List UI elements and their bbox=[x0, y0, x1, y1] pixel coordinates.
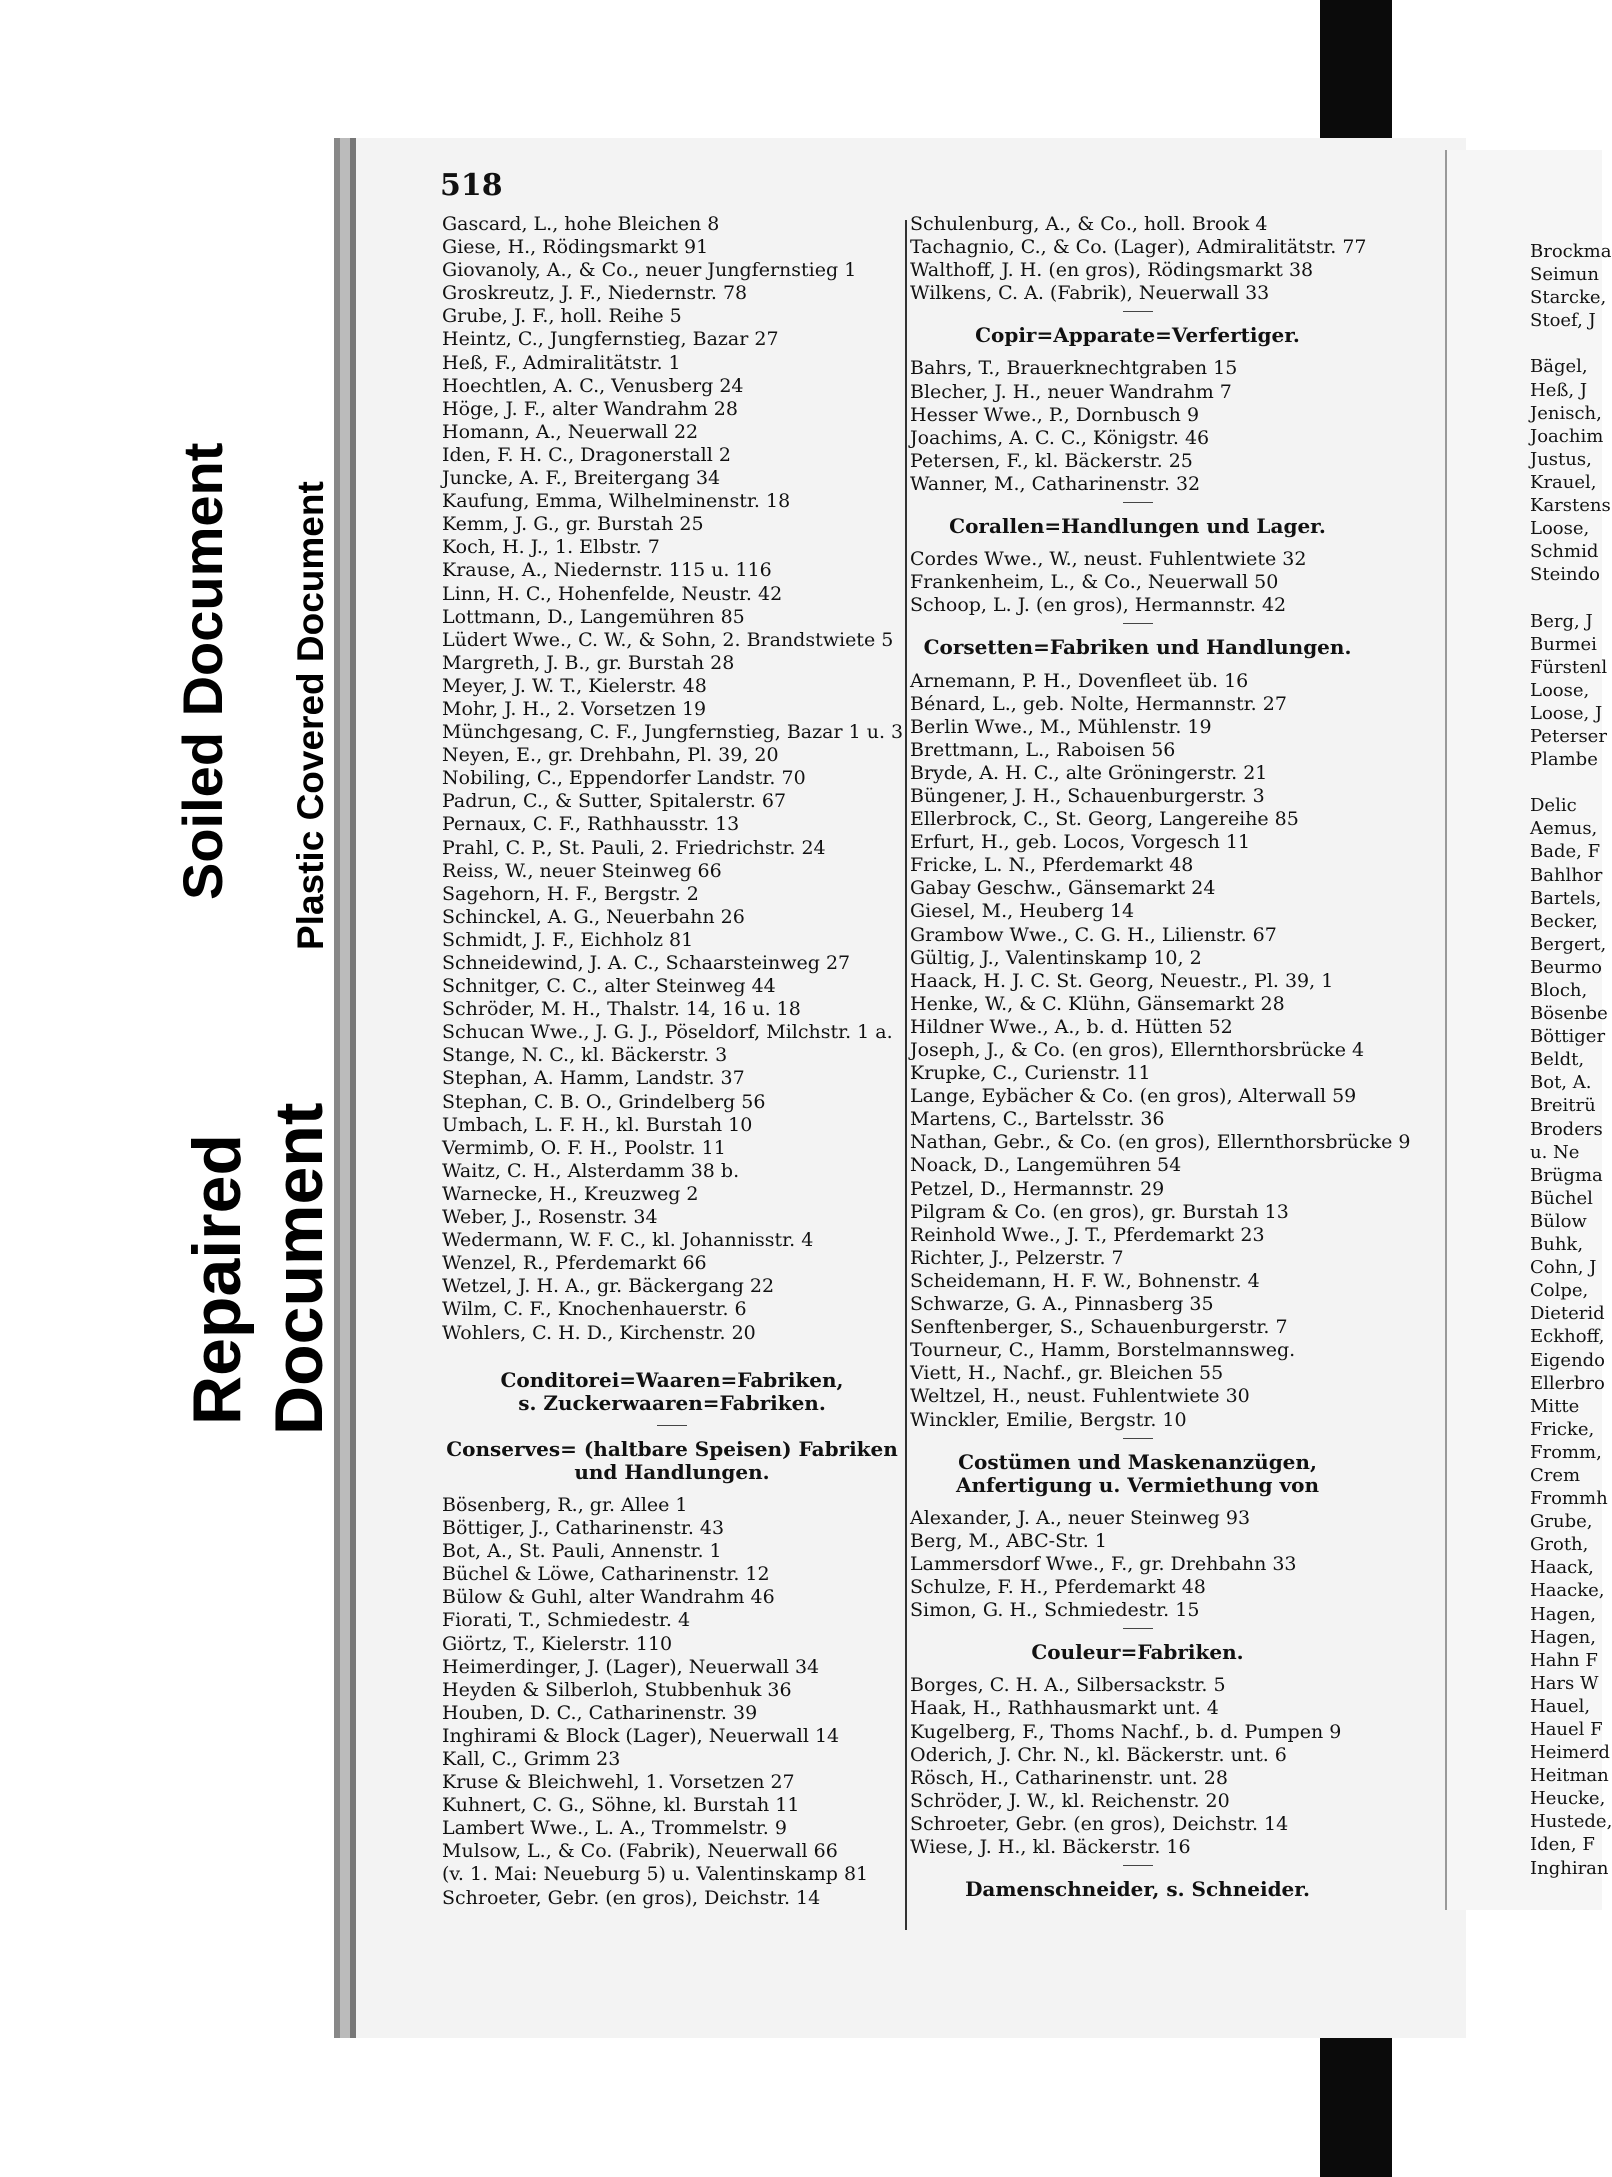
next-page-fragment: Aemus, bbox=[1530, 818, 1598, 840]
next-page-fragment: Loose, bbox=[1530, 679, 1590, 701]
directory-entry: Grambow Wwe., C. G. H., Lilienstr. 67 bbox=[910, 923, 1277, 946]
directory-entry: Heyden & Silberloh, Stubbenhuk 36 bbox=[442, 1678, 792, 1701]
directory-entry: Wedermann, W. F. C., kl. Johannisstr. 4 bbox=[442, 1229, 814, 1252]
next-page-fragment bbox=[1530, 771, 1612, 794]
directory-entry: Schmidt, J. F., Eichholz 81 bbox=[442, 928, 694, 951]
next-page-fragment: Hagen, bbox=[1530, 1626, 1596, 1648]
directory-entry: Schucan Wwe., J. G. J., Pöseldorf, Milchstr. 1 a. bbox=[442, 1021, 893, 1044]
next-page-fragment: Starcke, bbox=[1530, 287, 1607, 309]
heading-costuemen-line1: Costümen und Maskenanzügen, bbox=[958, 1449, 1317, 1474]
directory-entry: Wohlers, C. H. D., Kirchenstr. 20 bbox=[442, 1321, 756, 1344]
directory-entry: Pilgram & Co. (en gros), gr. Burstah 13 bbox=[910, 1200, 1289, 1223]
next-page-fragment: Beldt, bbox=[1530, 1049, 1585, 1071]
directory-entry: Meyer, J. W. T., Kielerstr. 48 bbox=[442, 674, 707, 697]
directory-entry: Vermimb, O. F. H., Poolstr. 11 bbox=[442, 1136, 726, 1159]
directory-entry: Wilkens, C. A. (Fabrik), Neuerwall 33 bbox=[910, 282, 1270, 305]
next-page-fragment: Karstens bbox=[1530, 495, 1611, 517]
binding-bar-top bbox=[1320, 0, 1392, 145]
directory-entry: Umbach, L. F. H., kl. Burstah 10 bbox=[442, 1113, 753, 1136]
directory-entry: Wiese, J. H., kl. Bäckerstr. 16 bbox=[910, 1836, 1191, 1858]
directory-entry: Walthoff, J. H. (en gros), Rödingsmarkt 38 bbox=[910, 259, 1314, 282]
directory-entry: Petzel, D., Hermannstr. 29 bbox=[910, 1177, 1165, 1200]
directory-entry: Neyen, E., gr. Drehbahn, Pl. 39, 20 bbox=[442, 744, 779, 767]
directory-entry: Berg, M., ABC-Str. 1 bbox=[910, 1529, 1107, 1552]
directory-entry: Noack, D., Langemühren 54 bbox=[910, 1154, 1182, 1177]
next-page-fragment: Broders bbox=[1530, 1118, 1603, 1140]
repaired-label-line2: Document bbox=[261, 1102, 337, 1435]
next-page-fragment: Grube, bbox=[1530, 1511, 1593, 1533]
plastic-label bbox=[286, 360, 332, 960]
directory-entry: Richter, J., Pelzerstr. 7 bbox=[910, 1246, 1124, 1269]
directory-entry: Haak, H., Rathhausmarkt unt. 4 bbox=[910, 1697, 1219, 1720]
next-page-fragment: Mitte bbox=[1530, 1395, 1580, 1417]
directory-entry: Weber, J., Rosenstr. 34 bbox=[442, 1206, 658, 1229]
next-page-fragment: Berg, J bbox=[1530, 610, 1593, 632]
directory-entry: Erfurt, H., geb. Locos, Vorgesch 11 bbox=[910, 831, 1251, 854]
next-page-fragment: Groth, bbox=[1530, 1534, 1589, 1556]
directory-entry: Nathan, Gebr., & Co. (en gros), Ellernthorsbrücke 9 bbox=[910, 1131, 1411, 1154]
directory-entry: Groskreutz, J. F., Niedernstr. 78 bbox=[442, 282, 748, 305]
next-page-fragment: Burmei bbox=[1530, 633, 1597, 655]
directory-entry: Haack, H. J. C. St. Georg, Neuestr., Pl. 39, 1 bbox=[910, 969, 1334, 992]
directory-entry: Iden, F. H. C., Dragonerstall 2 bbox=[442, 443, 731, 466]
directory-entry: Schroeter, Gebr. (en gros), Deichstr. 14 bbox=[910, 1812, 1289, 1835]
directory-entry: Joachims, A. C. C., Königstr. 46 bbox=[910, 426, 1210, 449]
next-page-fragment: Delic bbox=[1530, 795, 1577, 817]
directory-entry: Bénard, L., geb. Nolte, Hermannstr. 27 bbox=[910, 692, 1287, 715]
directory-entry: Schneidewind, J. A. C., Schaarsteinweg 27 bbox=[442, 952, 851, 974]
directory-entry: Bryde, A. H. C., alte Gröningerstr. 21 bbox=[910, 761, 1268, 784]
heading-underline bbox=[1123, 1628, 1153, 1629]
next-page-fragment: Colpe, bbox=[1530, 1280, 1589, 1302]
next-page-fragment: Bloch, bbox=[1530, 980, 1588, 1001]
directory-entry: Wetzel, J. H. A., gr. Bäckergang 22 bbox=[442, 1275, 775, 1298]
directory-entry: Linn, H. C., Hohenfelde, Neustr. 42 bbox=[442, 582, 783, 605]
directory-entry: Homann, A., Neuerwall 22 bbox=[442, 420, 699, 443]
directory-entry: Hoechtlen, A. C., Venusberg 24 bbox=[442, 374, 744, 397]
next-page-fragment: Beurmo bbox=[1530, 956, 1602, 978]
left-column bbox=[442, 213, 902, 1910]
next-page-fragment: Bartels, bbox=[1530, 887, 1602, 909]
directory-entry: Wanner, M., Catharinenstr. 32 bbox=[910, 472, 1201, 495]
next-page-fragment: Bahlhor bbox=[1530, 864, 1603, 886]
right-entries-c bbox=[910, 548, 1365, 617]
directory-entry: Juncke, A. F., Breitergang 34 bbox=[442, 467, 721, 490]
heading-damenschneider: Damenschneider, s. Schneider. bbox=[965, 1877, 1310, 1902]
next-page-fragment: Hustede, bbox=[1530, 1811, 1612, 1833]
heading-corallen: Corallen=Handlungen und Lager. bbox=[949, 514, 1326, 539]
directory-entry: Viett, H., Nachf., gr. Bleichen 55 bbox=[910, 1362, 1224, 1385]
directory-entry: Kemm, J. G., gr. Burstah 25 bbox=[442, 513, 704, 536]
directory-entry: Lambert Wwe., L. A., Trommelstr. 9 bbox=[442, 1817, 787, 1840]
directory-entry: Hesser Wwe., P., Dornbusch 9 bbox=[910, 403, 1200, 426]
next-page-fragment: Haacke, bbox=[1530, 1580, 1605, 1602]
next-page-fragment: Steindo bbox=[1530, 564, 1600, 586]
directory-entry: Heß, F., Admiralitätstr. 1 bbox=[442, 351, 681, 374]
directory-entry: Berlin Wwe., M., Mühlenstr. 19 bbox=[910, 715, 1212, 738]
next-page-fragment: Krauel, bbox=[1530, 471, 1597, 493]
directory-entry: Oderich, J. Chr. N., kl. Bäckerstr. unt. 6 bbox=[910, 1743, 1287, 1766]
directory-entry: Fiorati, T., Schmiedestr. 4 bbox=[442, 1609, 691, 1632]
directory-entry: Koch, H. J., 1. Elbstr. 7 bbox=[442, 536, 660, 559]
right-column bbox=[910, 213, 1411, 1911]
directory-entry: Kruse & Bleichwehl, 1. Vorsetzen 27 bbox=[442, 1771, 795, 1794]
directory-entry: Bösenberg, R., gr. Allee 1 bbox=[442, 1493, 688, 1516]
next-page-fragment: Bägel, bbox=[1530, 356, 1588, 378]
heading-underline bbox=[1123, 1438, 1153, 1439]
directory-entry: Waitz, C. H., Alsterdamm 38 b. bbox=[442, 1159, 740, 1182]
directory-entry: Höge, J. F., alter Wandrahm 28 bbox=[442, 397, 738, 420]
directory-entry: Krupke, C., Curienstr. 11 bbox=[910, 1062, 1151, 1085]
directory-entry: Giese, H., Rödingsmarkt 91 bbox=[442, 236, 709, 259]
next-page-fragment: Heß, J bbox=[1530, 379, 1588, 401]
next-page-fragment: Bergert, bbox=[1530, 933, 1607, 955]
directory-entry: Schröder, J. W., kl. Reichenstr. 20 bbox=[910, 1789, 1230, 1812]
next-page-fragment bbox=[1530, 332, 1612, 355]
next-page-fragment: Hahn F bbox=[1530, 1649, 1598, 1671]
directory-entry: Büchel & Löwe, Catharinenstr. 12 bbox=[442, 1563, 770, 1586]
next-page-fragment: Eckhoff, bbox=[1530, 1326, 1605, 1348]
next-page-fragment: u. Ne bbox=[1530, 1141, 1580, 1163]
directory-entry: Bülow & Guhl, alter Wandrahm 46 bbox=[442, 1586, 775, 1609]
directory-entry: Margreth, J. B., gr. Burstah 28 bbox=[442, 651, 735, 674]
directory-entry: Pernaux, C. F., Rathhausstr. 13 bbox=[442, 813, 740, 836]
directory-entry: Weltzel, H., neust. Fuhlentwiete 30 bbox=[910, 1385, 1250, 1408]
directory-entry: Giovanoly, A., & Co., neuer Jungfernstieg 1 bbox=[442, 259, 857, 282]
directory-entry: Heintz, C., Jungfernstieg, Bazar 27 bbox=[442, 328, 779, 351]
directory-entry: Inghirami & Block (Lager), Neuerwall 14 bbox=[442, 1724, 840, 1747]
directory-entry: Giesel, M., Heuberg 14 bbox=[910, 900, 1135, 923]
next-page-fragment: Crem bbox=[1530, 1464, 1581, 1486]
next-page-fragment: Hars W bbox=[1530, 1672, 1599, 1694]
binding-bar-bottom bbox=[1320, 2020, 1392, 2177]
soiled-label bbox=[162, 320, 234, 910]
directory-entry: Büngener, J. H., Schauenburgerstr. 3 bbox=[910, 784, 1265, 807]
heading-conditorei-line1: Conditorei=Waaren=Fabriken, bbox=[500, 1367, 844, 1392]
directory-entry: Lüdert Wwe., C. W., & Sohn, 2. Brandstwiete 5 bbox=[442, 628, 894, 651]
directory-entry: Arnemann, P. H., Dovenfleet üb. 16 bbox=[910, 669, 1249, 692]
next-page-fragment: Brockma bbox=[1530, 241, 1612, 262]
directory-entry: Kaufung, Emma, Wilhelminenstr. 18 bbox=[442, 490, 791, 513]
directory-entry: Blecher, J. H., neuer Wandrahm 7 bbox=[910, 380, 1232, 403]
next-page-fragment: Dieterid bbox=[1530, 1303, 1605, 1325]
heading-conditorei bbox=[442, 1369, 902, 1415]
directory-entry: Borges, C. H. A., Silbersackstr. 5 bbox=[910, 1674, 1226, 1697]
directory-entry: Simon, G. H., Schmiedestr. 15 bbox=[910, 1599, 1200, 1622]
directory-entry: Tourneur, C., Hamm, Borstelmannsweg. bbox=[910, 1339, 1296, 1362]
directory-entry: Mohr, J. H., 2. Vorsetzen 19 bbox=[442, 697, 707, 720]
directory-entry: Schulenburg, A., & Co., holl. Brook 4 bbox=[910, 213, 1268, 235]
directory-entry: Ellerbrock, C., St. Georg, Langereihe 85 bbox=[910, 808, 1299, 831]
next-page-fragment: Hauel F bbox=[1530, 1719, 1603, 1740]
directory-entry: Reinhold Wwe., J. T., Pferdemarkt 23 bbox=[910, 1223, 1265, 1246]
next-page-fragment: Justus, bbox=[1530, 448, 1592, 470]
directory-entry: Tachagnio, C., & Co. (Lager), Admiralitätstr. 77 bbox=[910, 236, 1367, 259]
right-entries-f bbox=[910, 1674, 1365, 1859]
page-number: 518 bbox=[440, 168, 503, 203]
next-page-fragment: Büchel bbox=[1530, 1187, 1593, 1209]
next-page-fragment bbox=[1530, 586, 1612, 609]
next-page-fragment: Iden, F bbox=[1530, 1834, 1595, 1856]
directory-entry: (v. 1. Mai: Neueburg 5) u. Valentinskamp 81 bbox=[442, 1863, 869, 1886]
directory-entry: Giörtz, T., Kielerstr. 110 bbox=[442, 1632, 673, 1655]
directory-entry: Martens, C., Bartelsstr. 36 bbox=[910, 1108, 1165, 1131]
heading-conditorei-line2: s. Zuckerwaaren=Fabriken. bbox=[518, 1390, 826, 1415]
next-page-fragment: Bülow bbox=[1530, 1210, 1587, 1232]
directory-entry: Stephan, A. Hamm, Landstr. 37 bbox=[442, 1067, 745, 1090]
heading-underline bbox=[1123, 1865, 1153, 1866]
directory-entry: Münchgesang, C. F., Jungfernstieg, Bazar 1 u. 3 bbox=[442, 721, 904, 744]
next-page-fragment: Seimun bbox=[1530, 264, 1599, 286]
column-divider bbox=[905, 220, 907, 1930]
heading-corsetten: Corsetten=Fabriken und Handlungen. bbox=[923, 635, 1352, 660]
directory-entry: Mulsow, L., & Co. (Fabrik), Neuerwall 66 bbox=[442, 1840, 838, 1863]
directory-entry: Böttiger, J., Catharinenstr. 43 bbox=[442, 1517, 725, 1540]
heading-conserves-line1: Conserves= (haltbare Speisen) Fabriken bbox=[446, 1436, 898, 1461]
next-page-fragment: Brügma bbox=[1530, 1164, 1603, 1186]
next-page-fragment: Heimerd bbox=[1530, 1742, 1610, 1764]
next-page-fragment: Fromm, bbox=[1530, 1441, 1602, 1463]
directory-entry: Heimerdinger, J. (Lager), Neuerwall 34 bbox=[442, 1655, 820, 1678]
directory-entry: Lange, Eybächer & Co. (en gros), Alterwall 59 bbox=[910, 1085, 1357, 1108]
directory-entry: Schwarze, G. A., Pinnasberg 35 bbox=[910, 1293, 1214, 1316]
directory-entry: Lammersdorf Wwe., F., gr. Drehbahn 33 bbox=[910, 1552, 1297, 1575]
next-page-fragment: Plambe bbox=[1530, 749, 1598, 771]
directory-entry: Rösch, H., Catharinenstr. unt. 28 bbox=[910, 1766, 1228, 1789]
next-page-fragment: Haack, bbox=[1530, 1557, 1594, 1579]
directory-entry: Kuhnert, C. G., Söhne, kl. Burstah 11 bbox=[442, 1794, 800, 1817]
next-page-fragment: Bot, A. bbox=[1530, 1072, 1592, 1094]
right-entries-a bbox=[910, 213, 1365, 305]
next-page-fragment: Heucke, bbox=[1530, 1788, 1606, 1810]
heading-copir: Copir=Apparate=Verfertiger. bbox=[975, 323, 1300, 348]
repaired-label-line1: Repaired bbox=[179, 1134, 255, 1425]
directory-entry: Brettmann, L., Raboisen 56 bbox=[910, 738, 1176, 761]
next-page-fragments bbox=[1530, 240, 1612, 1880]
heading-costuemen bbox=[910, 1451, 1365, 1497]
next-page-fragment: Hauel, bbox=[1530, 1695, 1591, 1717]
next-page-fragment: Fürstenl bbox=[1530, 656, 1608, 678]
next-page-fragment: Buhk, bbox=[1530, 1234, 1584, 1256]
directory-entry: Sagehorn, H. F., Bergstr. 2 bbox=[442, 882, 699, 905]
directory-entry: Cordes Wwe., W., neust. Fuhlentwiete 32 bbox=[910, 548, 1307, 571]
directory-entry: Petersen, F., kl. Bäckerstr. 25 bbox=[910, 449, 1193, 472]
heading-underline bbox=[657, 1425, 687, 1426]
directory-entry: Stephan, C. B. O., Grindelberg 56 bbox=[442, 1090, 766, 1113]
directory-entry: Nobiling, C., Eppendorfer Landstr. 70 bbox=[442, 767, 806, 790]
heading-conserves-line2: und Handlungen. bbox=[574, 1459, 770, 1484]
directory-entry: Fricke, L. N., Pferdemarkt 48 bbox=[910, 854, 1194, 877]
heading-couleur: Couleur=Fabriken. bbox=[1031, 1640, 1244, 1665]
heading-underline bbox=[1123, 311, 1153, 312]
next-page-fragment: Hagen, bbox=[1530, 1603, 1596, 1625]
directory-entry: Gültig, J., Valentinskamp 10, 2 bbox=[910, 946, 1202, 969]
directory-entry: Joseph, J., & Co. (en gros), Ellernthorsbrücke 4 bbox=[910, 1039, 1365, 1061]
next-page-fragment: Peterser bbox=[1530, 725, 1607, 747]
next-page-fragment: Inghiran bbox=[1530, 1857, 1609, 1879]
directory-entry: Schulze, F. H., Pferdemarkt 48 bbox=[910, 1576, 1206, 1599]
right-entries-b bbox=[910, 357, 1365, 496]
directory-entry: Schoop, L. J. (en gros), Hermannstr. 42 bbox=[910, 594, 1287, 617]
directory-entry: Wilm, C. F., Knochenhauerstr. 6 bbox=[442, 1298, 747, 1321]
next-page-fragment: Schmid bbox=[1530, 541, 1599, 563]
next-page-fragment: Loose, J bbox=[1530, 702, 1603, 724]
directory-entry: Senftenberger, S., Schauenburgerstr. 7 bbox=[910, 1316, 1288, 1339]
next-page-fragment: Bade, F bbox=[1530, 841, 1601, 863]
next-page-fragment: Loose, bbox=[1530, 518, 1590, 540]
directory-entry: Scheidemann, H. F. W., Bohnenstr. 4 bbox=[910, 1269, 1260, 1292]
plastic-label-text: Plastic Covered Document bbox=[290, 481, 331, 950]
directory-entry: Warnecke, H., Kreuzweg 2 bbox=[442, 1182, 699, 1205]
directory-entry: Padrun, C., & Sutter, Spitalerstr. 67 bbox=[442, 790, 787, 813]
repaired-label bbox=[168, 1060, 336, 1450]
directory-entry: Schroeter, Gebr. (en gros), Deichstr. 14 bbox=[442, 1886, 821, 1909]
next-page-fragment: Joachim bbox=[1530, 425, 1604, 447]
right-entries-e bbox=[910, 1507, 1365, 1622]
directory-entry: Stange, N. C., kl. Bäckerstr. 3 bbox=[442, 1044, 728, 1067]
directory-entry: Bot, A., St. Pauli, Annenstr. 1 bbox=[442, 1540, 722, 1563]
directory-entry: Winckler, Emilie, Bergstr. 10 bbox=[910, 1408, 1187, 1431]
directory-entry: Schröder, M. H., Thalstr. 14, 16 u. 18 bbox=[442, 998, 801, 1021]
directory-entry: Krause, A., Niedernstr. 115 u. 116 bbox=[442, 559, 772, 582]
directory-entry: Prahl, C. P., St. Pauli, 2. Friedrichstr. 24 bbox=[442, 836, 826, 859]
next-page-fragment: Becker, bbox=[1530, 910, 1598, 932]
soiled-label-text: Soiled Document bbox=[171, 442, 234, 900]
heading-underline bbox=[1123, 623, 1153, 624]
next-page-fragment: Cohn, J bbox=[1530, 1257, 1597, 1279]
next-page-fragment: Böttiger bbox=[1530, 1026, 1606, 1048]
left-entries-c bbox=[442, 1494, 902, 1910]
next-page-fragment: Eigendo bbox=[1530, 1349, 1606, 1371]
directory-entry: Bahrs, T., Brauerknechtgraben 15 bbox=[910, 357, 1238, 380]
heading-underline bbox=[1123, 502, 1153, 503]
next-page-fragment: Bösenbe bbox=[1530, 1003, 1608, 1025]
directory-entry: Grube, J. F., holl. Reihe 5 bbox=[442, 305, 682, 328]
directory-entry: Gascard, L., hohe Bleichen 8 bbox=[442, 213, 720, 235]
directory-entry: Gabay Geschw., Gänsemarkt 24 bbox=[910, 877, 1216, 900]
next-page-fragment: Fricke, bbox=[1530, 1418, 1595, 1440]
directory-entry: Kall, C., Grimm 23 bbox=[442, 1748, 621, 1770]
directory-entry: Reiss, W., neuer Steinweg 66 bbox=[442, 859, 722, 882]
directory-entry: Kugelberg, F., Thoms Nachf., b. d. Pumpen 9 bbox=[910, 1720, 1342, 1743]
next-page-fragment: Jenisch, bbox=[1530, 402, 1602, 424]
directory-entry: Houben, D. C., Catharinenstr. 39 bbox=[442, 1701, 758, 1724]
left-entries-a bbox=[442, 213, 902, 1345]
heading-costuemen-line2: Anfertigung u. Vermiethung von bbox=[956, 1472, 1319, 1497]
directory-entry: Schnitger, C. C., alter Steinweg 44 bbox=[442, 975, 776, 998]
next-page-fragment: Heitman bbox=[1530, 1765, 1609, 1787]
directory-entry: Henke, W., & C. Klühn, Gänsemarkt 28 bbox=[910, 992, 1285, 1015]
next-page-fragment: Frommh bbox=[1530, 1488, 1608, 1510]
directory-entry: Lottmann, D., Langemühren 85 bbox=[442, 605, 745, 628]
next-page-fragment: Breitrü bbox=[1530, 1095, 1596, 1117]
directory-entry: Frankenheim, L., & Co., Neuerwall 50 bbox=[910, 571, 1279, 594]
directory-entry: Schinckel, A. G., Neuerbahn 26 bbox=[442, 905, 745, 928]
directory-entry: Hildner Wwe., A., b. d. Hütten 52 bbox=[910, 1015, 1233, 1038]
next-page-fragment: Stoef, J bbox=[1530, 310, 1596, 332]
next-page-fragment: Ellerbro bbox=[1530, 1372, 1605, 1394]
right-entries-d bbox=[910, 669, 1411, 1432]
heading-conserves bbox=[442, 1438, 902, 1484]
directory-entry: Alexander, J. A., neuer Steinweg 93 bbox=[910, 1506, 1251, 1529]
directory-entry: Wenzel, R., Pferdemarkt 66 bbox=[442, 1252, 707, 1275]
